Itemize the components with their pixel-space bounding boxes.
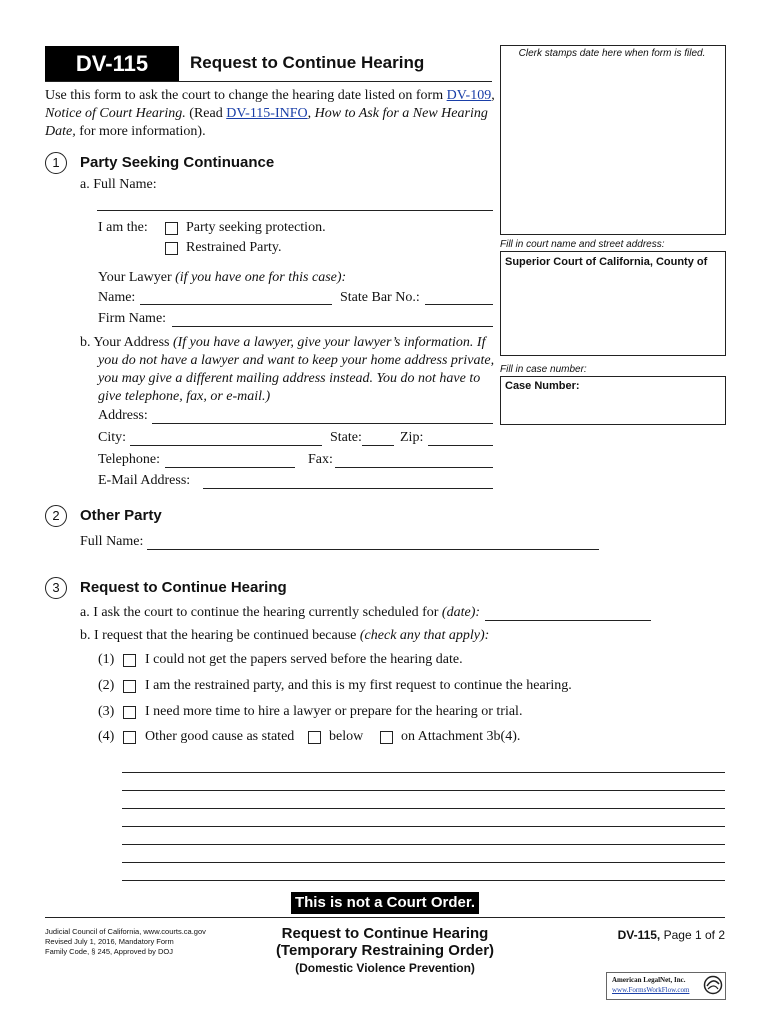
email-field[interactable] bbox=[203, 488, 493, 489]
footer-title: Request to Continue Hearing (Temporary Restraining Order) (Domestic Violence Prevention) bbox=[275, 925, 495, 975]
city-field[interactable] bbox=[130, 445, 322, 446]
reason-3-number: (3) bbox=[98, 704, 115, 719]
reason-4-checkbox[interactable] bbox=[123, 731, 136, 744]
not-court-order-banner bbox=[291, 892, 479, 914]
restrained-party-checkbox[interactable] bbox=[165, 242, 178, 255]
reason-4-below-checkbox[interactable] bbox=[308, 731, 321, 744]
reason-3-text: I need more time to hire a lawyer or prepare for the hearing or trial. bbox=[145, 704, 523, 719]
case-note: Fill in case number: bbox=[500, 364, 587, 375]
firm-name-label: Firm Name: bbox=[98, 311, 167, 326]
email-label: E-Mail Address: bbox=[98, 473, 191, 488]
your-address-instructions: b. Your Address (If you have a lawyer, give your lawyer’s information. If you do not have a lawyer and want to keep your home address private, you may give a different mailing address instead. You do not have to give telephone, fax, or e-mail.) bbox=[80, 335, 495, 404]
zip-label: Zip: bbox=[400, 430, 424, 445]
full-name-field[interactable] bbox=[97, 210, 493, 211]
city-label: City: bbox=[98, 430, 127, 445]
clerk-stamp-box[interactable] bbox=[500, 45, 726, 235]
reason-2-checkbox[interactable] bbox=[123, 680, 136, 693]
dv115-info-link[interactable]: DV-115-INFO bbox=[226, 106, 308, 121]
dv109-link[interactable]: DV-109 bbox=[446, 88, 492, 103]
reason-4-text: Other good cause as stated bbox=[145, 729, 295, 744]
address-field[interactable] bbox=[152, 423, 493, 424]
footer-left: Judicial Council of California, www.courts.ca.gov Revised July 1, 2016, Mandatory Form Family Code, § 245, Approved by DOJ bbox=[45, 927, 206, 956]
clerk-note: Clerk stamps date here when form is filed. bbox=[518, 48, 706, 59]
good-cause-line-7[interactable] bbox=[122, 880, 725, 881]
state-label: State: bbox=[330, 430, 362, 445]
case-number-label: Case Number: bbox=[505, 380, 580, 392]
court-note: Fill in court name and street address: bbox=[500, 239, 665, 250]
form-title: Request to Continue Hearing bbox=[190, 53, 425, 72]
party-protected-label: Party seeking protection. bbox=[186, 220, 326, 235]
legalnet-logo-icon bbox=[703, 975, 723, 995]
good-cause-line-2[interactable] bbox=[122, 790, 725, 791]
section-2-number: 2 bbox=[45, 505, 67, 527]
reason-2-text: I am the restrained party, and this is my first request to continue the hearing. bbox=[145, 678, 572, 693]
lawyer-name-field[interactable] bbox=[140, 304, 332, 305]
state-bar-label: State Bar No.: bbox=[340, 290, 420, 305]
good-cause-line-5[interactable] bbox=[122, 844, 725, 845]
firm-name-field[interactable] bbox=[172, 326, 493, 327]
title-rule bbox=[45, 81, 492, 82]
page-indicator: DV-115, Page 1 of 2 bbox=[617, 928, 725, 942]
restrained-party-label: Restrained Party. bbox=[186, 240, 282, 255]
telephone-field[interactable] bbox=[165, 467, 295, 468]
lawyer-name-label: Name: bbox=[98, 290, 136, 305]
section-3-title: Request to Continue Hearing bbox=[80, 579, 287, 596]
good-cause-line-4[interactable] bbox=[122, 826, 725, 827]
party-protected-checkbox[interactable] bbox=[165, 222, 178, 235]
fax-label: Fax: bbox=[308, 452, 333, 467]
section-1-title: Party Seeking Continuance bbox=[80, 154, 275, 171]
good-cause-line-3[interactable] bbox=[122, 808, 725, 809]
good-cause-line-1[interactable] bbox=[122, 772, 725, 773]
not-court-order-text: This is not a Court Order. bbox=[294, 894, 476, 911]
reason-4-attachment-checkbox[interactable] bbox=[380, 731, 393, 744]
court-name-value: Superior Court of California, County of bbox=[505, 256, 708, 268]
lawyer-heading: Your Lawyer (if you have one for this case): bbox=[98, 270, 347, 285]
reason-1-number: (1) bbox=[98, 652, 115, 667]
other-party-name-field[interactable] bbox=[147, 549, 599, 550]
address-label: Address: bbox=[98, 408, 148, 423]
hearing-date-label: a. I ask the court to continue the hearing currently scheduled for (date): bbox=[80, 605, 481, 620]
form-id: DV-115 bbox=[75, 51, 149, 76]
intro-text: Use this form to ask the court to change the hearing date listed on form DV-109, Notice of Court Hearing. (Read DV-115-INFO, How to Ask for a New Hearing Date, for more information). bbox=[45, 88, 495, 139]
legalnet-badge: American LegalNet, Inc. www.FormsWorkFlow.com bbox=[606, 972, 726, 1000]
reason-4-below-label: below bbox=[329, 729, 364, 744]
reason-4-attachment-label: on Attachment 3b(4). bbox=[401, 729, 521, 744]
other-party-name-label: Full Name: bbox=[80, 534, 144, 549]
state-bar-field[interactable] bbox=[425, 304, 493, 305]
reason-label: b. I request that the hearing be continued because (check any that apply): bbox=[80, 628, 490, 643]
reason-4-number: (4) bbox=[98, 729, 115, 744]
hearing-date-field[interactable] bbox=[485, 620, 651, 621]
reason-2-number: (2) bbox=[98, 678, 115, 693]
telephone-label: Telephone: bbox=[98, 452, 160, 467]
reason-3-checkbox[interactable] bbox=[123, 706, 136, 719]
state-field[interactable] bbox=[362, 445, 394, 446]
section-3-number: 3 bbox=[45, 577, 67, 599]
section-1-number: 1 bbox=[45, 152, 67, 174]
zip-field[interactable] bbox=[428, 445, 493, 446]
i-am-the-label: I am the: bbox=[98, 220, 148, 235]
fax-field[interactable] bbox=[335, 467, 493, 468]
section-2-title: Other Party bbox=[80, 507, 162, 524]
full-name-label: a. Full Name: bbox=[80, 177, 157, 192]
good-cause-line-6[interactable] bbox=[122, 862, 725, 863]
reason-1-text: I could not get the papers served before the hearing date. bbox=[145, 652, 463, 667]
form-id-badge bbox=[45, 46, 179, 81]
footer-rule bbox=[45, 917, 725, 918]
reason-1-checkbox[interactable] bbox=[123, 654, 136, 667]
